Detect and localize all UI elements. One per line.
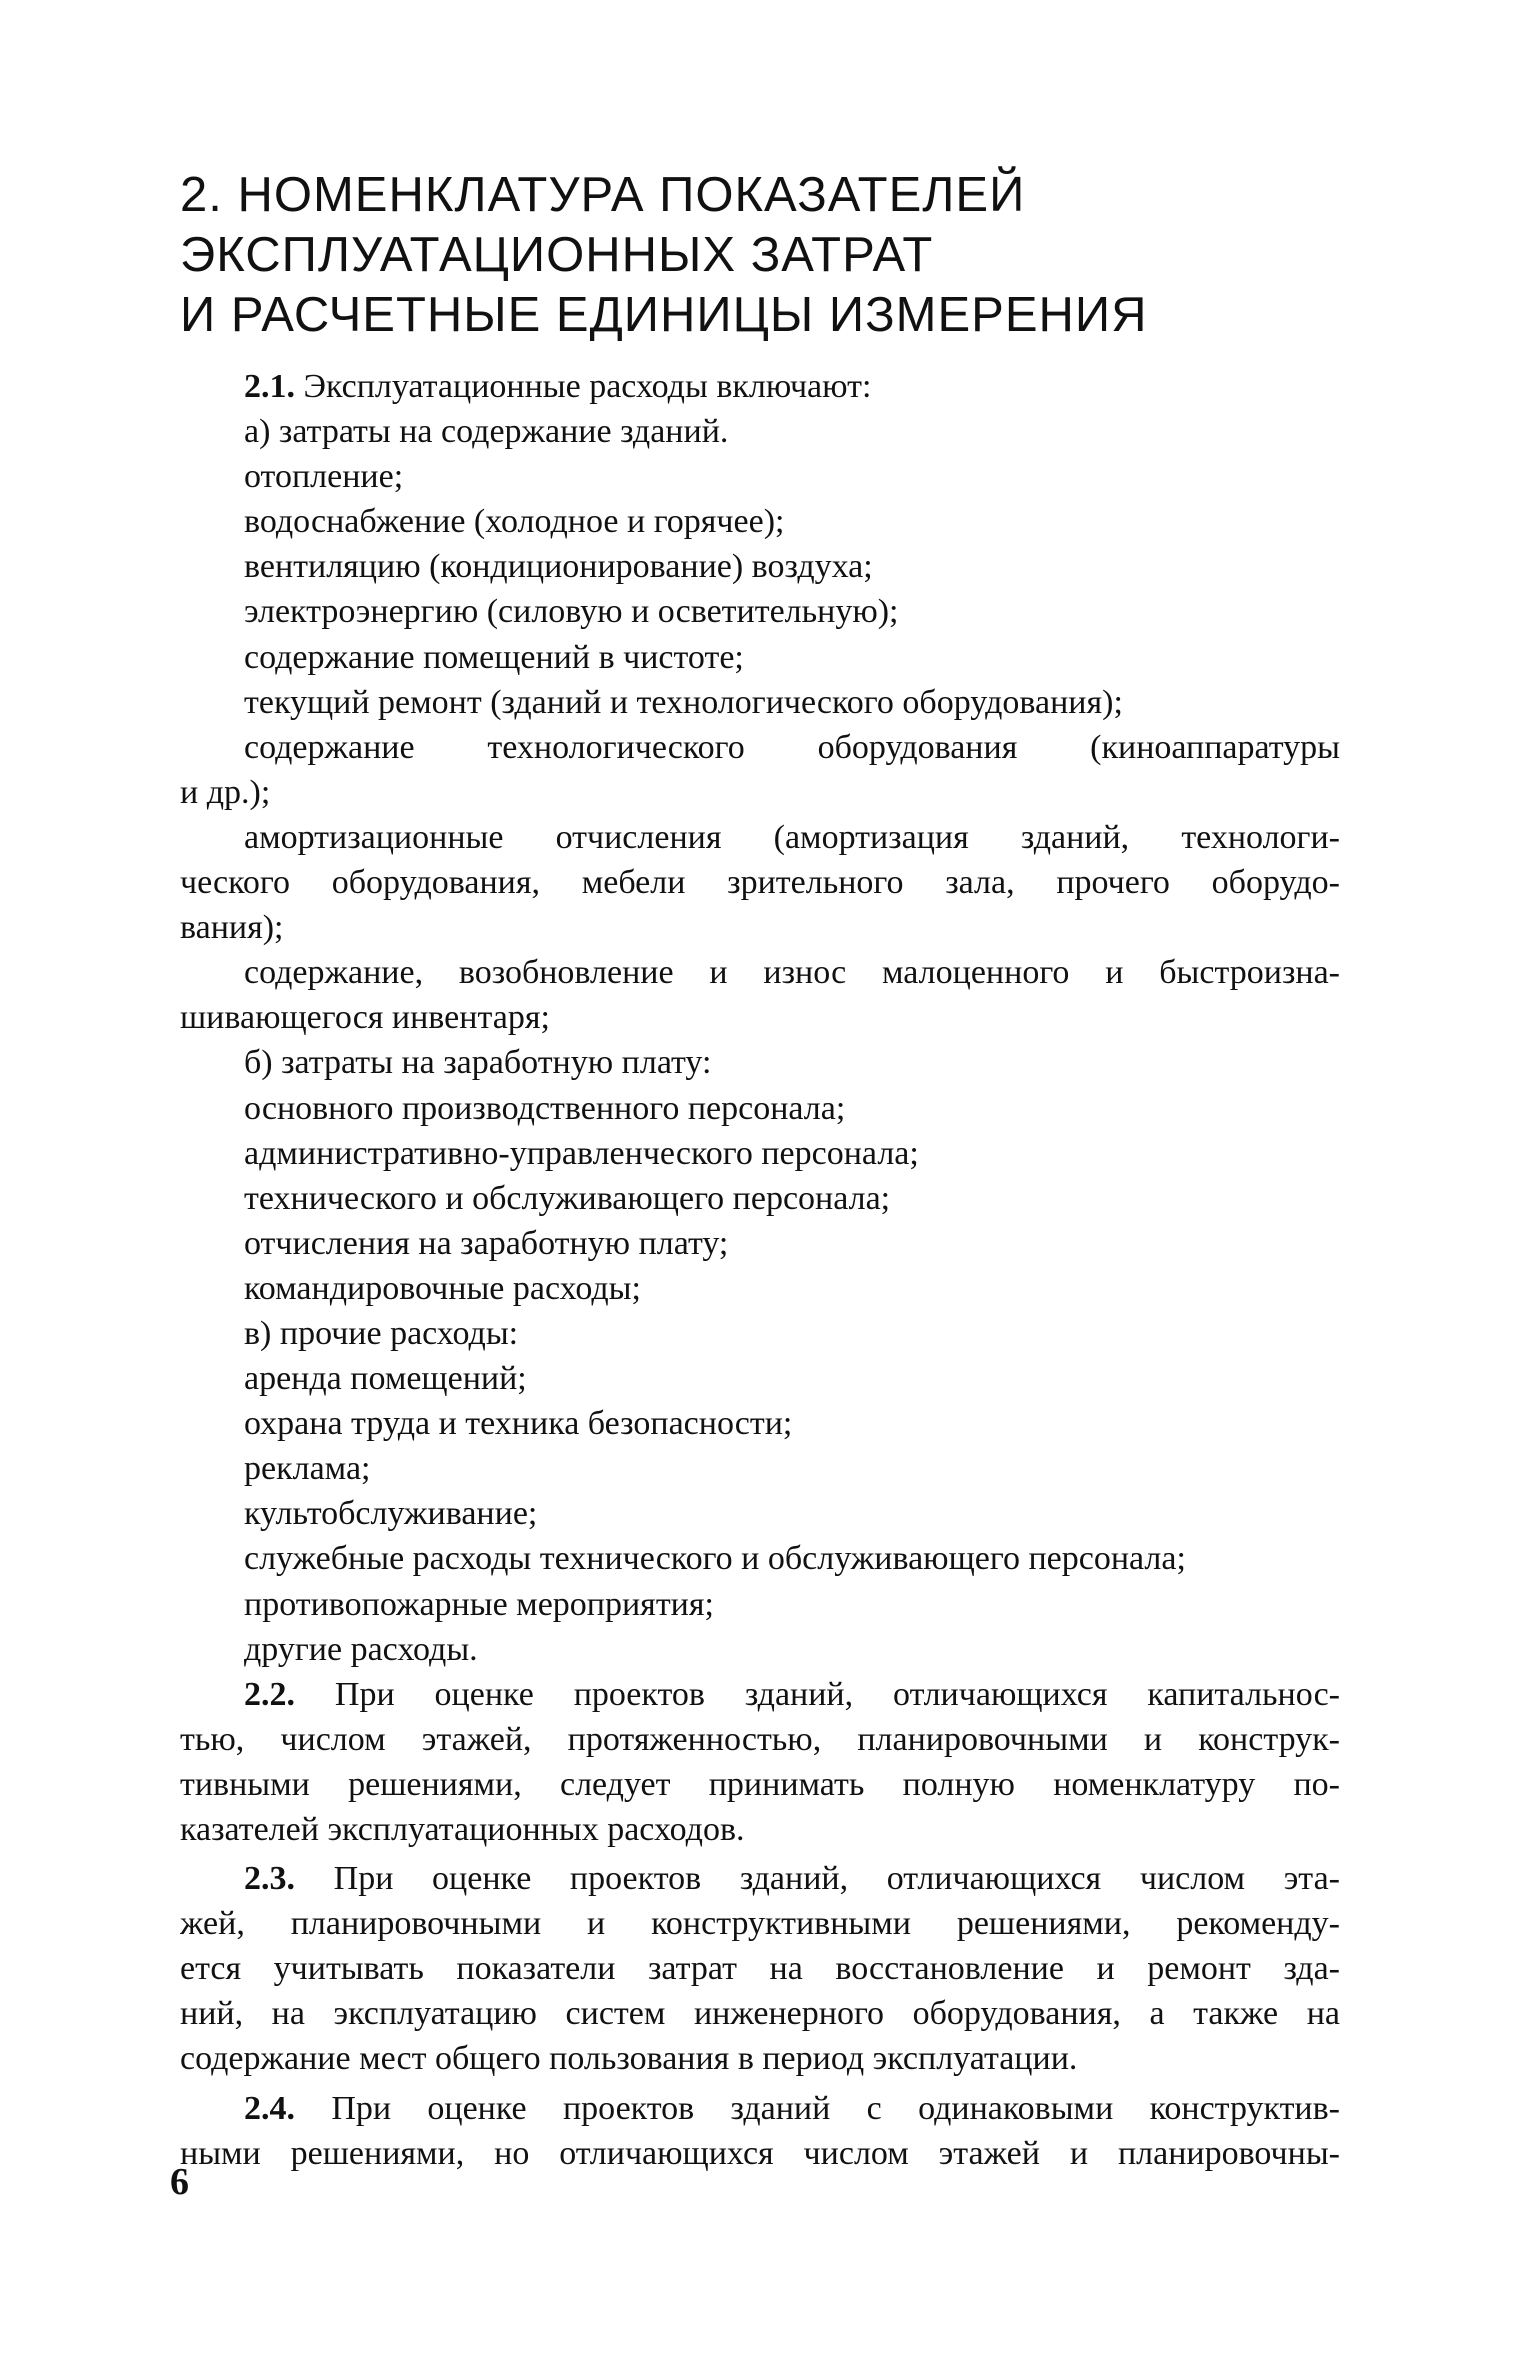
paragraph-2-4-line-2: ными решениями, но отличающихся числом этажей и планировочны-: [180, 2134, 1340, 2172]
clause-text: При оценке проектов зданий, отличающихся числом эта-: [295, 1860, 1340, 1898]
clause-number-2-3: 2.3.: [244, 1860, 295, 1898]
paragraph-2-3-line-5: содержание мест общего пользования в период эксплуатации.: [180, 2040, 1078, 2078]
list-item: электроэнергию (силовую и осветительную);: [244, 593, 899, 631]
paragraph-2-3-line-3: ется учитывать показатели затрат на восстановление и ремонт зда-: [180, 1950, 1340, 1988]
list-item: отчисления на заработную плату;: [244, 1224, 729, 1262]
heading-line-3: И РАСЧЕТНЫЕ ЕДИНИЦЫ ИЗМЕРЕНИЯ: [180, 288, 1148, 342]
list-item-equipment-line-2: и др.);: [180, 773, 271, 811]
clause-text: При оценке проектов зданий с одинаковыми конструктив-: [295, 2089, 1340, 2127]
clause-text: При оценке проектов зданий, отличающихся капитальнос-: [295, 1675, 1340, 1713]
list-item-inventory-line-1: содержание, возобновление и износ малоценного и быстроизна-: [244, 954, 1340, 992]
paragraph-2-2-line-2: тью, числом этажей, протяженностью, планировочными и конструк-: [180, 1720, 1340, 1758]
list-item: другие расходы.: [244, 1630, 478, 1668]
list-item: вентиляцию (кондиционирование) воздуха;: [244, 548, 873, 586]
list-item: основного производственного персонала;: [244, 1089, 846, 1127]
list-item-amortization-line-2: ческого оборудования, мебели зрительного зала, прочего оборудо-: [180, 864, 1340, 902]
clause-number-2-1: 2.1.: [244, 368, 295, 405]
list-item: технического и обслуживающего персонала;: [244, 1179, 891, 1217]
page-number: 6: [170, 2161, 189, 2203]
paragraph-2-3-line-1: [180, 1856, 1340, 1901]
paragraph-2-2-line-1: [180, 1672, 1340, 1717]
paragraph-2-3-line-2: жей, планировочными и конструктивными решениями, рекоменду-: [180, 1905, 1340, 1943]
paragraph-2-4-line-1: [180, 2086, 1340, 2131]
list-item: противопожарные мероприятия;: [244, 1585, 714, 1623]
list-item-inventory-line-2: шивающегося инвентаря;: [180, 999, 550, 1037]
list-heading-c: в) прочие расходы:: [244, 1314, 519, 1352]
paragraph-2-2-line-4: казателей эксплуатационных расходов.: [180, 1811, 745, 1848]
list-heading-a: а) затраты на содержание зданий.: [244, 413, 729, 451]
list-item: культобслуживание;: [244, 1495, 538, 1533]
heading-line-1: 2. НОМЕНКЛАТУРА ПОКАЗАТЕЛЕЙ: [180, 168, 1026, 222]
clause-text: Эксплуатационные расходы включают:: [295, 368, 872, 405]
list-heading-b: б) затраты на заработную плату:: [244, 1044, 712, 1082]
paragraph-2-2-line-3: тивными решениями, следует принимать полную номенклатуру по-: [180, 1765, 1340, 1803]
list-item-equipment-line-1: содержание технологического оборудования (киноаппаратуры: [244, 728, 1340, 766]
clause-number-2-2: 2.2.: [244, 1675, 295, 1713]
list-item: водоснабжение (холодное и горячее);: [244, 503, 785, 541]
list-item: отопление;: [244, 458, 404, 496]
list-item: содержание помещений в чистоте;: [244, 638, 744, 676]
document-body: [180, 364, 1340, 2176]
list-item: реклама;: [244, 1450, 371, 1488]
list-item: текущий ремонт (зданий и технологического оборудования);: [244, 683, 1123, 721]
paragraph-2-1-intro: [180, 364, 1340, 409]
list-item: охрана труда и техника безопасности;: [244, 1405, 793, 1443]
list-item: административно-управленческого персонала;: [244, 1134, 919, 1172]
list-item-amortization-line-3: вания);: [180, 909, 284, 947]
list-item: аренда помещений;: [244, 1360, 527, 1398]
list-item-amortization-line-1: амортизационные отчисления (амортизация зданий, технологи-: [244, 818, 1340, 856]
paragraph-2-3-line-4: ний, на эксплуатацию систем инженерного оборудования, а также на: [180, 1995, 1340, 2033]
list-item: командировочные расходы;: [244, 1269, 641, 1307]
clause-number-2-4: 2.4.: [244, 2089, 295, 2127]
heading-line-2: ЭКСПЛУАТАЦИОННЫХ ЗАТРАТ: [180, 228, 934, 282]
list-item: служебные расходы технического и обслуживающего персонала;: [244, 1540, 1186, 1578]
section-heading: [180, 165, 1380, 345]
